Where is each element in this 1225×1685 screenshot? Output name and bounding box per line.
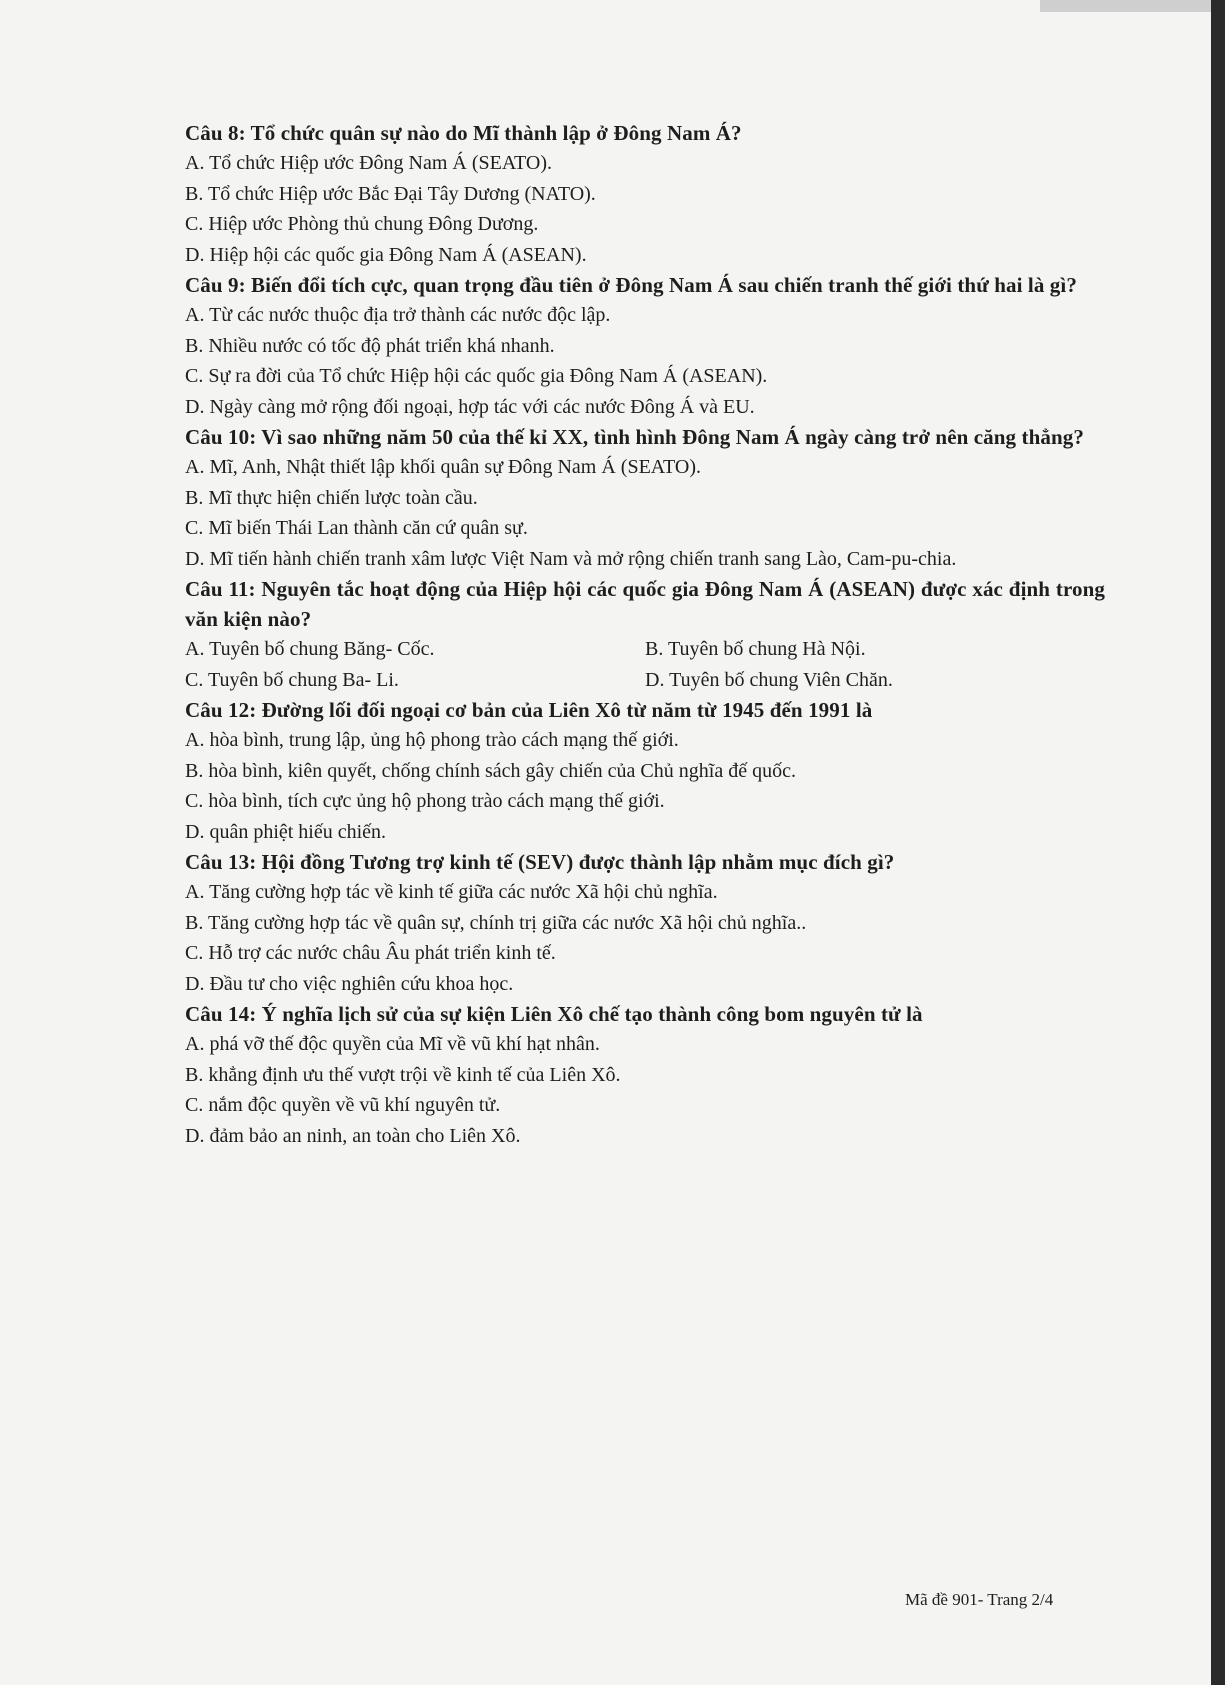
option-a: A. Tuyên bố chung Băng- Cốc. xyxy=(185,638,435,660)
option-a: A. phá vỡ thế độc quyền của Mĩ về vũ khí hạt nhân. xyxy=(185,1033,600,1055)
question-8 xyxy=(185,118,1105,270)
option-a: A. Tổ chức Hiệp ước Đông Nam Á (SEATO). xyxy=(185,152,553,174)
question-13 xyxy=(185,847,1105,999)
option-c: C. hòa bình, tích cực ủng hộ phong trào cách mạng thế giới. xyxy=(185,790,665,812)
option-c: C. Hỗ trợ các nước châu Âu phát triển kinh tế. xyxy=(185,942,556,964)
option-d: D. Ngày càng mở rộng đối ngoại, hợp tác với các nước Đông Á và EU. xyxy=(185,395,755,418)
scan-edge-top xyxy=(1040,0,1225,12)
options-row xyxy=(185,665,1105,696)
question-title: Câu 9: Biến đổi tích cực, quan trọng đầu tiên ở Đông Nam Á sau chiến tranh thế giới thứ hai là gì? xyxy=(185,273,1077,297)
question-title: Câu 11: Nguyên tắc hoạt động của Hiệp hội các quốc gia Đông Nam Á (ASEAN) được xác định trong văn kiện nào? xyxy=(185,577,1105,631)
option-a: A. Từ các nước thuộc địa trở thành các nước độc lập. xyxy=(185,304,611,326)
scan-edge-right xyxy=(1211,0,1225,1685)
option-b: B. Tuyên bố chung Hà Nội. xyxy=(645,638,866,660)
question-list xyxy=(185,118,1105,1151)
option-b: B. Nhiều nước có tốc độ phát triển khá nhanh. xyxy=(185,334,555,357)
question-12 xyxy=(185,695,1105,847)
question-10 xyxy=(185,422,1105,574)
question-title: Câu 12: Đường lối đối ngoại cơ bản của Liên Xô từ năm từ 1945 đến 1991 là xyxy=(185,698,873,722)
option-c: C. Sự ra đời của Tổ chức Hiệp hội các quốc gia Đông Nam Á (ASEAN). xyxy=(185,365,768,387)
option-a: A. Mĩ, Anh, Nhật thiết lập khối quân sự Đông Nam Á (SEATO). xyxy=(185,456,701,478)
question-title: Câu 10: Vì sao những năm 50 của thế kỉ XX, tình hình Đông Nam Á ngày càng trở nên căng thẳng? xyxy=(185,425,1084,449)
question-11 xyxy=(185,574,1105,695)
option-d: D. Tuyên bố chung Viên Chăn. xyxy=(645,668,893,691)
option-b: B. hòa bình, kiên quyết, chống chính sách gây chiến của Chủ nghĩa đế quốc. xyxy=(185,759,796,782)
option-d: D. đảm bảo an ninh, an toàn cho Liên Xô. xyxy=(185,1124,521,1147)
option-d: D. quân phiệt hiếu chiến. xyxy=(185,820,387,843)
option-d: D. Hiệp hội các quốc gia Đông Nam Á (ASEAN). xyxy=(185,243,587,266)
option-a: A. hòa bình, trung lập, ủng hộ phong trào cách mạng thế giới. xyxy=(185,729,679,751)
page-footer: Mã đề 901- Trang 2/4 xyxy=(905,1590,1054,1609)
option-d: D. Mĩ tiến hành chiến tranh xâm lược Việt Nam và mở rộng chiến tranh sang Lào, Cam-pu-chia. xyxy=(185,547,957,570)
option-c: C. Mĩ biến Thái Lan thành căn cứ quân sự. xyxy=(185,517,528,539)
question-title: Câu 8: Tổ chức quân sự nào do Mĩ thành lập ở Đông Nam Á? xyxy=(185,121,742,145)
option-b: B. Tổ chức Hiệp ước Bắc Đại Tây Dương (NATO). xyxy=(185,182,596,205)
option-b: B. khẳng định ưu thế vượt trội về kinh tế của Liên Xô. xyxy=(185,1063,621,1086)
question-14 xyxy=(185,999,1105,1151)
options-row xyxy=(185,634,1105,665)
option-d: D. Đầu tư cho việc nghiên cứu khoa học. xyxy=(185,972,514,995)
option-c: C. nắm độc quyền về vũ khí nguyên tử. xyxy=(185,1094,501,1116)
question-title: Câu 13: Hội đồng Tương trợ kinh tế (SEV) được thành lập nhằm mục đích gì? xyxy=(185,850,895,874)
option-c: C. Tuyên bố chung Ba- Li. xyxy=(185,668,399,691)
option-b: B. Mĩ thực hiện chiến lược toàn cầu. xyxy=(185,486,478,509)
option-b: B. Tăng cường hợp tác về quân sự, chính trị giữa các nước Xã hội chủ nghĩa.. xyxy=(185,911,807,934)
question-title: Câu 14: Ý nghĩa lịch sử của sự kiện Liên Xô chế tạo thành công bom nguyên tử là xyxy=(185,1002,923,1026)
option-a: A. Tăng cường hợp tác về kinh tế giữa các nước Xã hội chủ nghĩa. xyxy=(185,881,718,903)
question-9 xyxy=(185,270,1105,422)
option-c: C. Hiệp ước Phòng thủ chung Đông Dương. xyxy=(185,213,539,235)
